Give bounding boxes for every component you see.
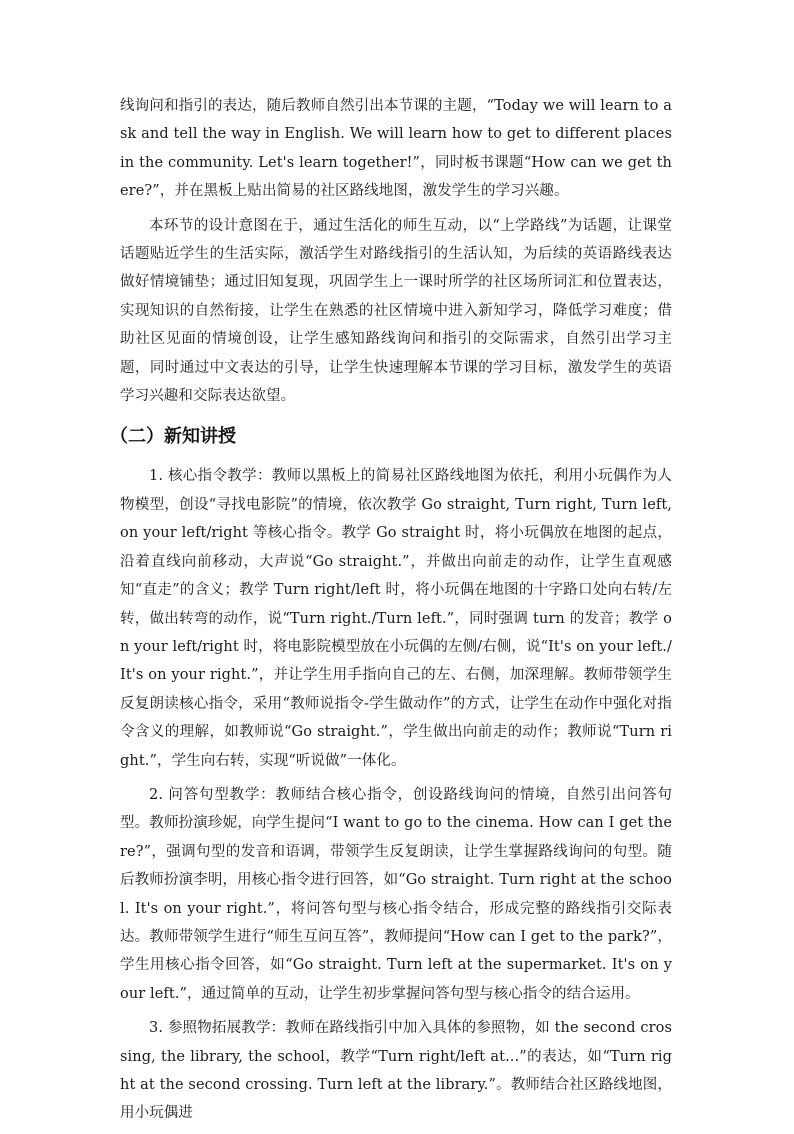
paragraph-intro-continued: 线询问和指引的表达，随后教师自然引出本节课的主题，“Today we will learn to ask and tell the way in English. We will learn how to get to different places in the community. Let's learn together!”，同时板书课题“How can we get there?”，并在黑板上贴出简易的社区路线地图，激发学生的学习兴趣。 (120, 98, 672, 200)
paragraph-core-instructions: 1. 核心指令教学：教师以黑板上的简易社区路线地图为依托，利用小玩偶作为人物模型，创设“寻找电影院”的情境，依次教学 Go straight, Turn right, Turn left, on your left/right 等核心指令。教学 Go straight 时，将小玩偶放在地图的起点，沿着直线向前移动，大声说“Go straight.”，并做出向前走的动作，让学生直观感知“直走”的含义；教学 Turn right/left 时，将小玩偶在地图的十字路口处向右转/左转，做出转弯的动作，说“Turn right./Turn left.”，同时强调 turn 的发音；教学 on your left/right 时，将电影院模型放在小玩偶的左侧/右侧，说“It's on your left./It's on your right.”，并让学生用手指向自己的左、右侧，加深理解。教师带领学生反复朗读核心指令，采用“教师说指令-学生做动作”的方式，让学生在动作中强化对指令含义的理解，如教师说“Go straight.”，学生做出向前走的动作；教师说“Turn right.”，学生向右转，实现“听说做”一体化。 (120, 468, 672, 769)
document-page (110, 92, 672, 1134)
paragraph-design-intent: 本环节的设计意图在于，通过生活化的师生互动，以“上学路线”为话题，让课堂话题贴近学生的生活实际，激活学生对路线指引的生活认知，为后续的英语路线表达做好情境铺垫；通过旧知复现，巩固学生上一课时所学的社区场所词汇和位置表达，实现知识的自然衔接，让学生在熟悉的社区情境中进入新知学习，降低学习难度；借助社区见面的情境创设，让学生感知路线询问和指引的交际需求，自然引出学习主题，同时通过中文表达的引导，让学生快速理解本节课的学习目标，激发学生的英语学习兴趣和交际表达欲望。 (120, 217, 672, 405)
paragraph-question-answer: 2. 问答句型教学：教师结合核心指令，创设路线询问的情境，自然引出问答句型。教师扮演珍妮，向学生提问“I want to go to the cinema. How can I get there?”，强调句型的发音和语调，带领学生反复朗读，让学生掌握路线询问的句型。随后教师扮演李明，用核心指令进行回答，如“Go straight. Turn right at the school. It's on your right.”，将问答句型与核心指令结合，形成完整的路线指引交际表达。教师带领学生进行“师生互问互答”，教师提问“How can I get to the park?”，学生用核心指令回答，如“Go straight. Turn left at the supermarket. It's on your left.”，通过简单的互动，让学生初步掌握问答句型与核心指令的结合运用。 (120, 786, 672, 1002)
section-heading: （二）新知讲授 (110, 426, 236, 448)
paragraph-reference-extension: 3. 参照物拓展教学：教师在路线指引中加入具体的参照物，如 the second crossing, the library, the school，教学“Turn right/left at...”的表达，如“Turn right at the second crossing. Turn left at the library.”。教师结合社区路线地图，用小玩偶进 (120, 1020, 672, 1122)
